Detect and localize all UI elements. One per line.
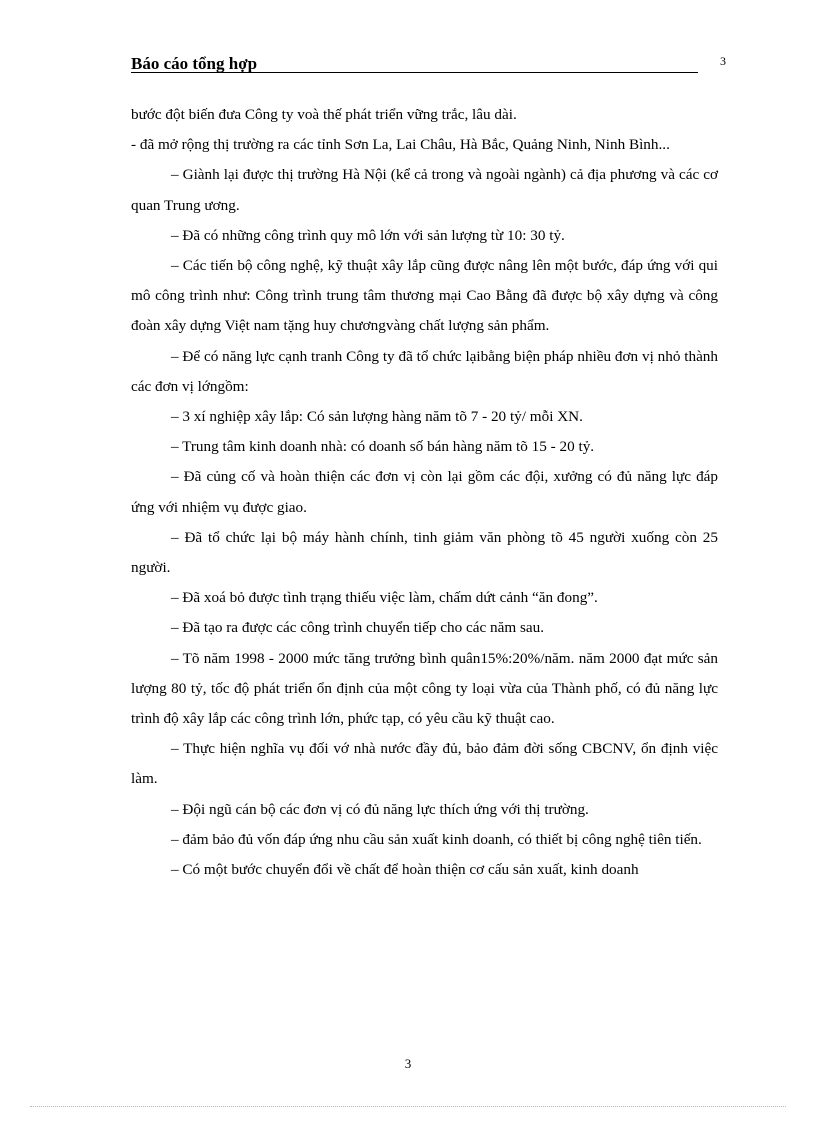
page-bottom-dotted-border [30,1106,786,1107]
paragraph-15: – Đội ngũ cán bộ các đơn vị có đủ năng lực thích ứng với thị trường. [171,800,589,818]
paragraph-3: – Giành lại được thị trường Hà Nội (kể cả trong và ngoài ngành) cả địa phương và các cơ quan Trung ương. [131,166,718,214]
paragraph-9: – Đã củng cố và hoàn thiện các đơn vị còn lại gồm các đội, xưởng có đủ năng lực đáp ứng với nhiệm vụ được giao. [131,468,718,516]
paragraph-10: – Đã tổ chức lại bộ máy hành chính, tinh giảm văn phòng tõ 45 người xuống còn 25 người. [131,528,718,577]
paragraph-17: – Có một bước chuyển đổi về chất để hoàn thiện cơ cấu sản xuất, kinh doanh [171,861,639,879]
paragraph-13: – Tõ năm 1998 - 2000 mức tăng trưởng bình quân15%:20%/năm. năm 2000 đạt mức sản lượng 80 tỷ, tốc độ phát triển ổn định của một công ty loại vừa của Thành phố, có đủ năng lực trình độ xây lắp các công trình lớn, phức tạp, có yêu cầu kỹ thuật cao. [131,649,718,728]
paragraph-8: – Trung tâm kinh doanh nhà: có doanh số bán hàng năm tõ 15 - 20 tỷ. [171,438,595,456]
body-text [131,100,718,885]
paragraph-5: – Các tiến bộ công nghệ, kỹ thuật xây lắp cũng được nâng lên một bước, đáp ứng với qui mô công trình như: Công trình trung tâm thương mại Cao Bằng đã được bộ xây dựng và công đoàn xây dựng Việt nam tặng huy chươngvàng chất lượng sản phẩm. [131,257,718,335]
paragraph-12: – Đã tạo ra được các công trình chuyển tiếp cho các năm sau. [171,619,545,637]
paragraph-2: - đã mở rộng thị trường ra các tỉnh Sơn La, Lai Châu, Hà Bắc, Quảng Ninh, Ninh Bình... [131,136,670,154]
paragraph-4: – Đã có những công trình quy mô lớn với sản lượng từ 10: 30 tỷ. [171,226,565,244]
header-page-number: 3 [720,54,726,68]
paragraph-11: – Đã xoá bỏ được tình trạng thiếu việc làm, chấm dứt cảnh “ăn đong”. [171,589,598,607]
header-rule [131,72,698,73]
paragraph-1: bước đột biến đưa Công ty voà thế phát triển vững trắc, lâu dài. [131,106,517,123]
paragraph-14: – Thực hiện nghĩa vụ đối vớ nhà nước đầy đủ, bảo đảm đời sống CBCNV, ổn định việc làm. [131,740,718,788]
header-title: Báo cáo tổng hợp [131,54,258,73]
paragraph-7: – 3 xí nghiệp xây lắp: Có sản lượng hàng năm tõ 7 - 20 tỷ/ mỗi XN. [171,408,583,426]
paragraph-6: – Để có năng lực cạnh tranh Công ty đã tổ chức lạibằng biện pháp nhiều đơn vị nhỏ thành các đơn vị lớngồm: [131,347,718,395]
footer-page-number: 3 [404,1056,412,1071]
paragraph-16: – đảm bảo đủ vốn đáp ứng nhu cầu sản xuất kinh doanh, có thiết bị công nghệ tiên tiến. [171,830,702,848]
